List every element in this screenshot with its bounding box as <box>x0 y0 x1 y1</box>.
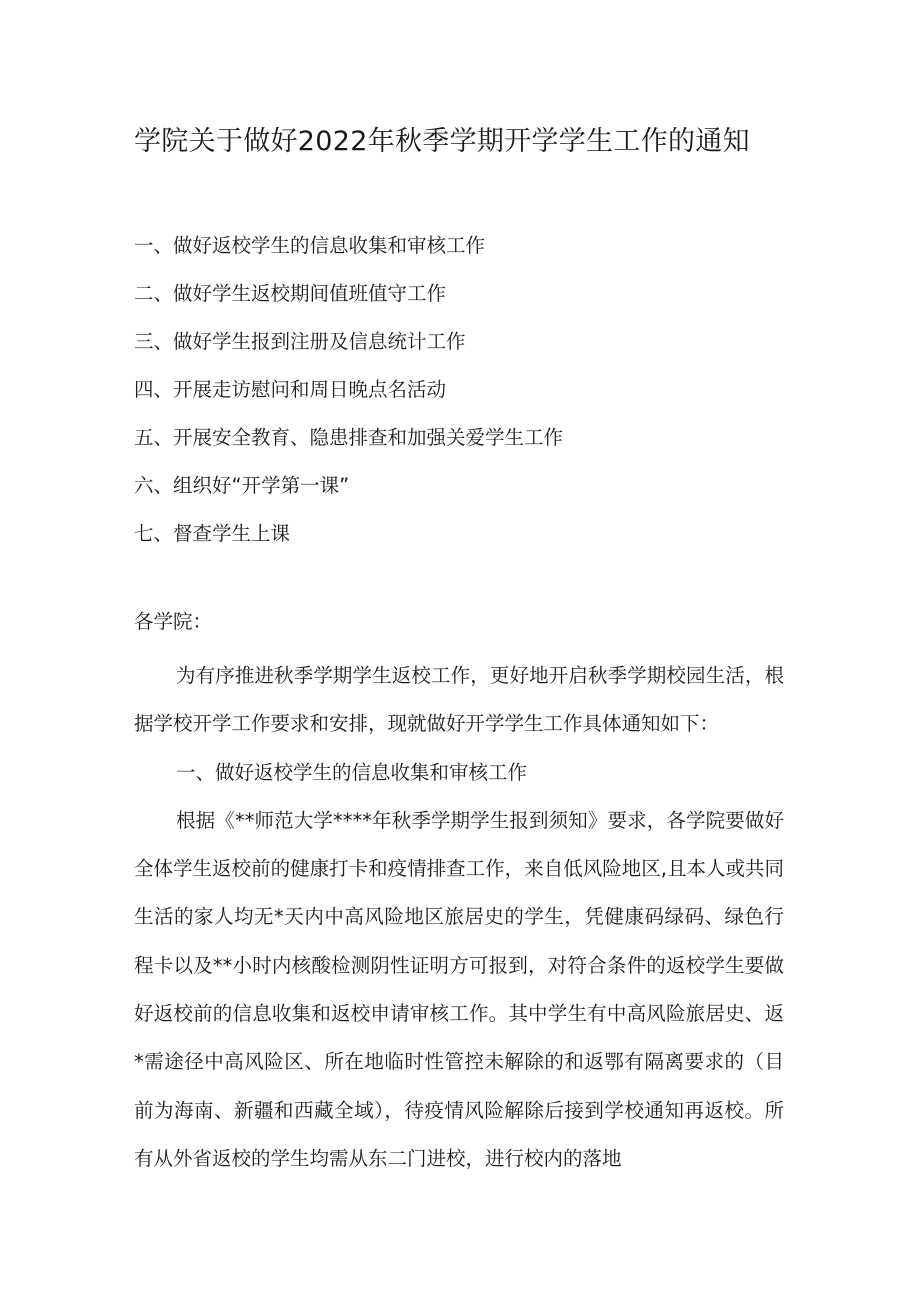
toc-item: 七、督查学生上课 <box>134 522 291 545</box>
toc-item: 一、做好返校学生的信息收集和审核工作 <box>134 234 486 257</box>
toc-item: 三、做好学生报到注册及信息统计工作 <box>134 330 466 353</box>
toc-item: 二、做好学生返校期间值班值守工作 <box>134 282 447 305</box>
section-heading: 一、做好返校学生的信息收集和审核工作 <box>176 760 528 784</box>
section-paragraph: 根据《**师范大学****年秋季学期学生报到须知》要求，各学院要做好全体学生返校前的健康打卡和疫情排查工作，来自低风险地区,且本人或共同生活的家人均无*天内中高风险地区旅居史的学生，凭健康码绿码、绿色行程卡以及**小时内核酸检测阴性证明方可报到，对符合条件的返校学生要做好返校前的信息收集和返校申请审核工作。其中学生有中高风险旅居史、返*需途径中高风险区、所在地临时性管控未解除的和返鄂有隔离要求的（目前为海南、新疆和西藏全域），待疫情风险解除后接到学校通知再返校。所有从外省返校的学生均需从东二门进校，进行校内的落地 <box>134 808 784 1170</box>
salutation: 各学院： <box>134 610 213 633</box>
document-body <box>134 652 784 1183</box>
toc-item: 四、开展走访慰问和周日晚点名活动 <box>134 378 447 401</box>
intro-paragraph: 为有序推进秋季学期学生返校工作，更好地开启秋季学期校园生活，根据学校开学工作要求和安排，现就做好开学学生工作具体通知如下： <box>134 664 784 736</box>
document-title: 学院关于做好2022年秋季学期开学学生工作的通知 <box>134 126 750 157</box>
toc-item: 六、组织好“开学第一课” <box>134 474 350 497</box>
table-of-contents <box>134 222 563 558</box>
toc-item: 五、开展安全教育、隐患排查和加强关爱学生工作 <box>134 426 564 449</box>
